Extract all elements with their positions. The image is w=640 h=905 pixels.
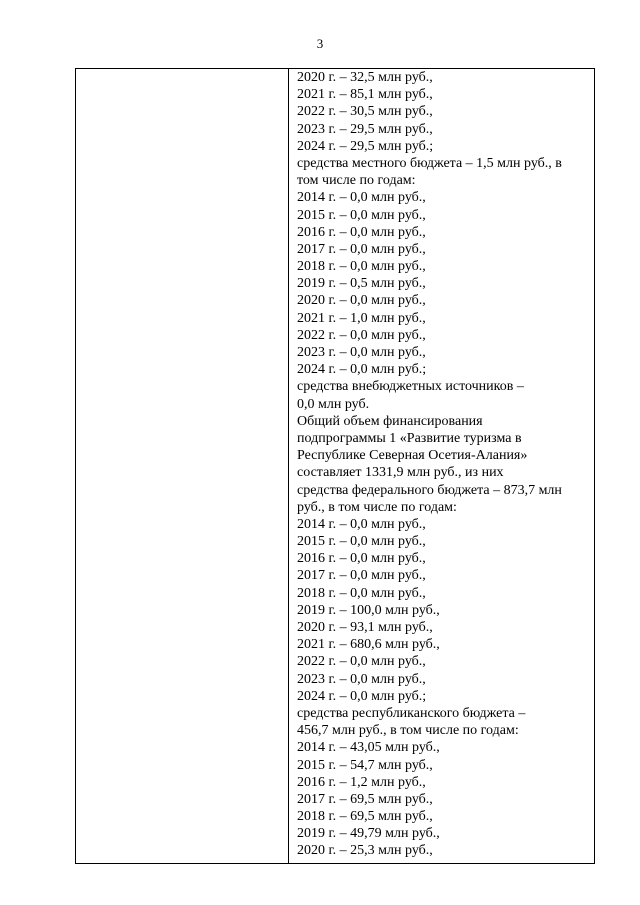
- financing-line: 2019 г. – 49,79 млн руб.,: [297, 826, 440, 842]
- financing-line: Республике Северная Осетия-Алания»: [297, 448, 528, 464]
- financing-line: 2016 г. – 1,2 млн руб.,: [297, 774, 426, 790]
- financing-line: том числе по годам:: [297, 173, 416, 189]
- financing-line: 2015 г. – 0,0 млн руб.,: [297, 534, 426, 550]
- financing-line: Общий объем финансирования: [297, 413, 483, 429]
- financing-line: руб., в том числе по годам:: [297, 499, 457, 515]
- financing-line: средства федерального бюджета – 873,7 млн: [297, 482, 562, 498]
- financing-line: 2023 г. – 29,5 млн руб.,: [297, 121, 433, 137]
- financing-line: 456,7 млн руб., в том числе по годам:: [297, 723, 519, 739]
- financing-line: средства республиканского бюджета –: [297, 705, 526, 721]
- financing-line: средства внебюджетных источников –: [297, 379, 524, 395]
- financing-line: 0,0 млн руб.: [297, 396, 370, 412]
- financing-line: 2023 г. – 0,0 млн руб.,: [297, 671, 426, 687]
- financing-line: 2021 г. – 85,1 млн руб.,: [297, 87, 433, 103]
- financing-line: 2024 г. – 0,0 млн руб.;: [297, 362, 427, 378]
- financing-line: 2015 г. – 0,0 млн руб.,: [297, 207, 426, 223]
- financing-line: 2018 г. – 0,0 млн руб.,: [297, 259, 426, 275]
- financing-line: 2019 г. – 0,5 млн руб.,: [297, 276, 426, 292]
- financing-line: 2018 г. – 69,5 млн руб.,: [297, 809, 433, 825]
- financing-line: 2019 г. – 100,0 млн руб.,: [297, 602, 440, 618]
- financing-line: 2023 г. – 0,0 млн руб.,: [297, 345, 426, 360]
- financing-line: 2020 г. – 32,5 млн руб.,: [297, 70, 433, 85]
- financing-line: 2014 г. – 0,0 млн руб.,: [297, 516, 426, 532]
- table-right-cell: [289, 69, 594, 863]
- financing-line: 2020 г. – 0,0 млн руб.,: [297, 293, 426, 309]
- table-left-cell: [76, 69, 289, 863]
- financing-line: 2017 г. – 0,0 млн руб.,: [297, 568, 426, 584]
- financing-line: средства местного бюджета – 1,5 млн руб., в: [297, 155, 562, 171]
- financing-line: 2021 г. – 680,6 млн руб.,: [297, 637, 440, 653]
- financing-line: 2021 г. – 1,0 млн руб.,: [297, 310, 426, 326]
- financing-line: подпрограммы 1 «Развитие туризма в: [297, 430, 522, 446]
- financing-line: 2022 г. – 0,0 млн руб.,: [297, 654, 426, 670]
- page-number: 3: [316, 36, 324, 51]
- financing-table: [75, 68, 595, 864]
- financing-line: 2022 г. – 0,0 млн руб.,: [297, 327, 426, 343]
- financing-line: 2022 г. – 30,5 млн руб.,: [297, 104, 433, 120]
- financing-line: 2015 г. – 54,7 млн руб.,: [297, 757, 433, 773]
- financing-line: 2016 г. – 0,0 млн руб.,: [297, 224, 426, 240]
- financing-line: 2014 г. – 43,05 млн руб.,: [297, 740, 440, 756]
- financing-line: 2018 г. – 0,0 млн руб.,: [297, 585, 426, 601]
- financing-line: 2017 г. – 0,0 млн руб.,: [297, 241, 426, 257]
- financing-line: 2024 г. – 29,5 млн руб.;: [297, 138, 434, 154]
- financing-line: 2014 г. – 0,0 млн руб.,: [297, 190, 426, 206]
- financing-line: составляет 1331,9 млн руб., из них: [297, 465, 504, 481]
- financing-line: 2016 г. – 0,0 млн руб.,: [297, 551, 426, 567]
- financing-line: 2024 г. – 0,0 млн руб.;: [297, 688, 427, 704]
- financing-line: 2020 г. – 25,3 млн руб.,: [297, 843, 433, 859]
- financing-line: 2020 г. – 93,1 млн руб.,: [297, 620, 433, 635]
- financing-line: 2017 г. – 69,5 млн руб.,: [297, 791, 433, 807]
